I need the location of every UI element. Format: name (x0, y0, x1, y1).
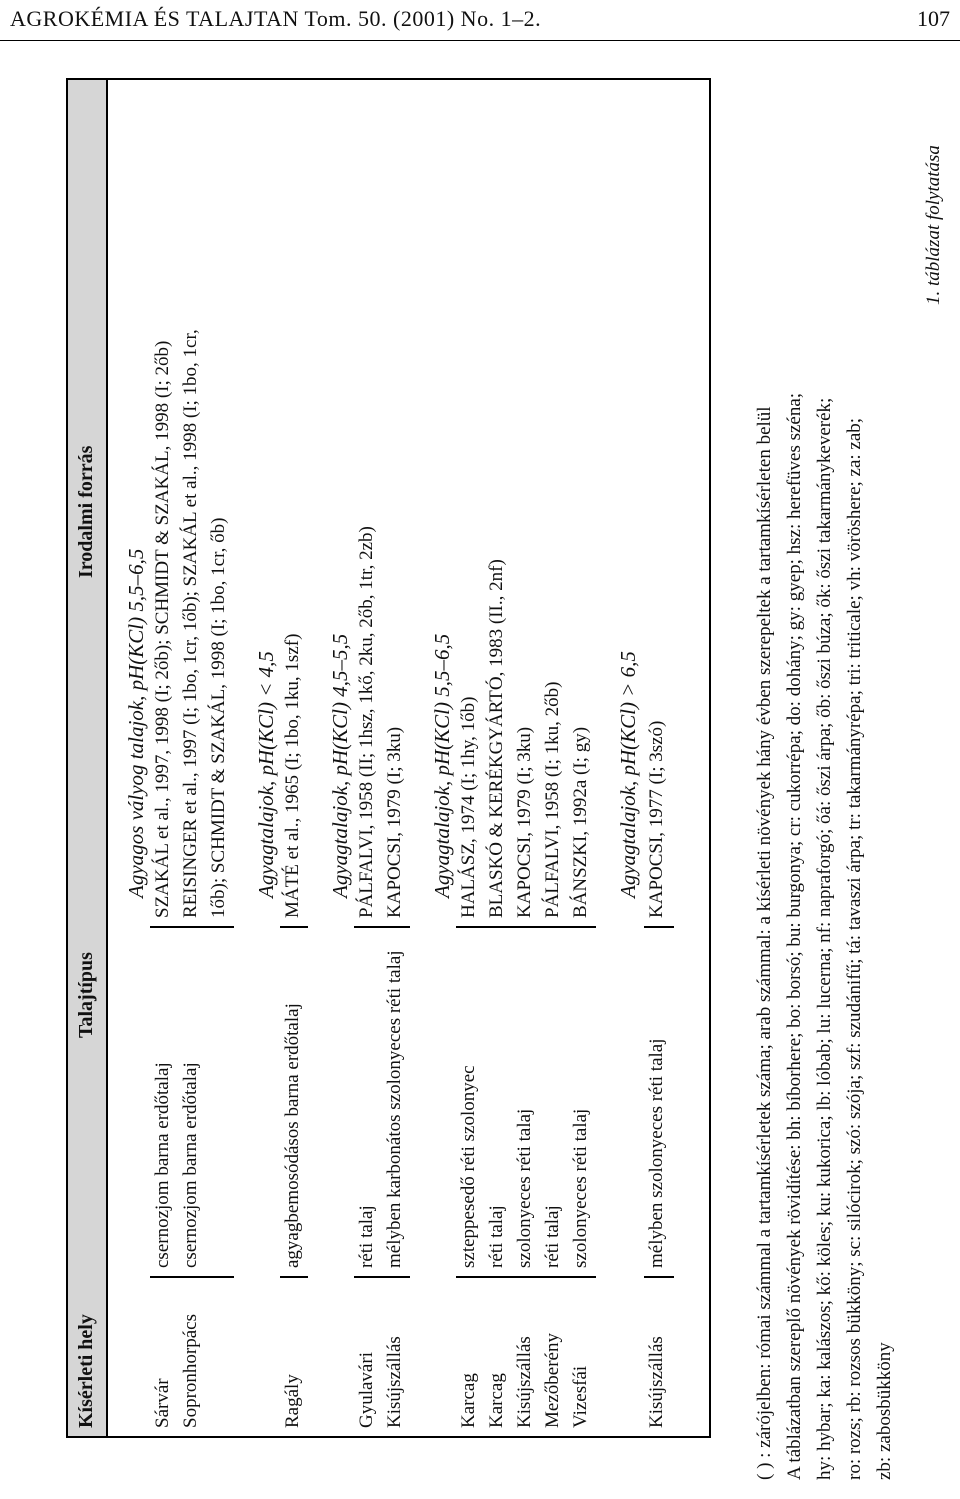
column-separator (456, 1276, 596, 1278)
table-footnotes (750, 80, 920, 1480)
footnote-line: ro: rozs; rb: rozsos bükköny; sc: silócirok; szó: szója; szf: szudánifű; tá: tavaszi árpa; tr: takarmányrépa; tri: triticale; vh: vöröshere; za: zab; (844, 417, 865, 1480)
journal-title: AGROKÉMIA ÉS TALAJTAN Tom. 50. (2001) No. 1–2. (10, 6, 542, 31)
group-title: Agyagtalajok, pH(KCl) 5,5–6,5 (430, 633, 454, 898)
cell-source: BÁNSZKI, 1992a (I; gy) (570, 726, 591, 918)
caption-text: 1. táblázat folytatása (923, 145, 944, 305)
cell-source: SZAKÁL et al., 1997, 1998 (I; 2őb); SCHMIDT & SZAKÁL, 1998 (I; 2őb) (152, 340, 173, 918)
cell-soil: mélyben szolonyeces réti talaj (646, 1038, 667, 1268)
header-source: Irodalmi forrás (75, 445, 97, 578)
cell-source: PÁLFALVI, 1958 (I; 1ku, 2őb) (542, 681, 563, 918)
cell-place: Gyulavári (356, 1352, 377, 1428)
cell-soil: szolonyeces réti talaj (514, 1108, 535, 1268)
cell-source: BLASKÓ & KERÉKGYÁRTÓ, 1983 (II., 2nf) (486, 559, 507, 918)
cell-source: KAPOCSI, 1979 (I; 3ku) (514, 726, 535, 918)
cell-place: Mezőberény (542, 1333, 563, 1428)
cell-place: Kisújszállás (384, 1336, 405, 1428)
cell-source: HALÁSZ, 1974 (I; 1hy, 1őb) (458, 696, 479, 918)
column-separator (150, 1276, 234, 1278)
footnote-line: zb: zabosbükköny (874, 1342, 895, 1480)
group-title: Agyagtalajok, pH(KCl) 4,5–5,5 (328, 633, 352, 898)
cell-soil: szteppesedő réti szolonyec (458, 1065, 479, 1268)
cell-soil: csernozjom barna erdőtalaj (152, 1062, 173, 1268)
cell-place: Sopronhorpács (180, 1314, 201, 1428)
cell-soil: agyagbemosódásos barna erdőtalaj (282, 1003, 303, 1268)
cell-place: Karcag (458, 1373, 479, 1428)
table-caption (923, 95, 953, 305)
cell-soil: szolonyeces réti talaj (570, 1108, 591, 1268)
cell-source: REISINGER et al., 1997 (I; 1bo, 1cr, 1őb); SZAKÁL et al., 1998 (I; 1bo, 1cr, (180, 329, 201, 918)
column-separator (280, 1276, 308, 1278)
column-separator (354, 926, 410, 928)
cell-place: Karcag (486, 1373, 507, 1428)
column-separator (456, 926, 596, 928)
cell-source: KAPOCSI, 1979 (I; 3ku) (384, 726, 405, 918)
group-title: Agyagtalajok, pH(KCl) > 6,5 (616, 651, 640, 898)
column-separator (644, 1276, 674, 1278)
cell-source: 1őb); SCHMIDT & SZAKÁL, 1998 (I; 1bo, 1cr, őb) (208, 517, 229, 918)
cell-soil: réti talaj (486, 1205, 507, 1268)
footnote-line: hy: hybar; ka: kalászos; kő: köles; ku: kukorica; lb: lóbab; lu: lucerna; nf: napraforgó; őá: őszi árpa; őb: őszi búza; ők: őszi takarmánykeverék; (814, 397, 835, 1480)
cell-place: Kisújszállás (514, 1336, 535, 1428)
rotated-table (66, 78, 711, 1438)
cell-place: Vizesfái (570, 1365, 591, 1428)
cell-place: Sárvár (152, 1378, 173, 1428)
column-separator (354, 1276, 410, 1278)
group-title: Agyagos vályog talajok, pH(KCl) 5,5–6,5 (124, 548, 148, 898)
column-separator (150, 926, 234, 928)
cell-place: Kisújszállás (646, 1336, 667, 1428)
header-place: Kísérleti hely (75, 1314, 97, 1428)
cell-soil: réti talaj (542, 1205, 563, 1268)
cell-soil: csernozjom barna erdőtalaj (180, 1062, 201, 1268)
page-header (0, 0, 960, 41)
footnote-line: A táblázatban szereplő növények rövidítése: bh: bíborhere; bo: borsó; bu: burgonya; cr: cukorrépa; do: dohány; gy: gyep; hsz: herefüves széna; (784, 392, 805, 1480)
group-title: Agyagtalajok, pH(KCl) < 4,5 (254, 651, 278, 898)
column-separator (280, 926, 308, 928)
header-soil: Talajtípus (75, 952, 97, 1038)
cell-source: PÁLFALVI, 1958 (II; 1hsz, 1kő, 2ku, 2őb, 1tr, 2zb) (356, 526, 377, 918)
cell-source: KAPOCSI, 1977 (I; 3szó) (646, 720, 667, 918)
cell-soil: réti talaj (356, 1205, 377, 1268)
column-separator (644, 926, 674, 928)
page-number: 107 (917, 6, 950, 31)
cell-soil: mélyben karbonátos szolonyeces réti talaj (384, 950, 405, 1268)
cell-source: MÁTÉ et al., 1965 (I; 1bo, 1ku, 1szf) (282, 633, 303, 918)
footnote-line: ( ) : zárójelben: római számmal a tartamkísérletek száma; arab számmal: a kísérleti növények hány évben szerepeltek a tartamkísérleten belül (754, 406, 775, 1480)
cell-place: Ragály (282, 1374, 303, 1428)
